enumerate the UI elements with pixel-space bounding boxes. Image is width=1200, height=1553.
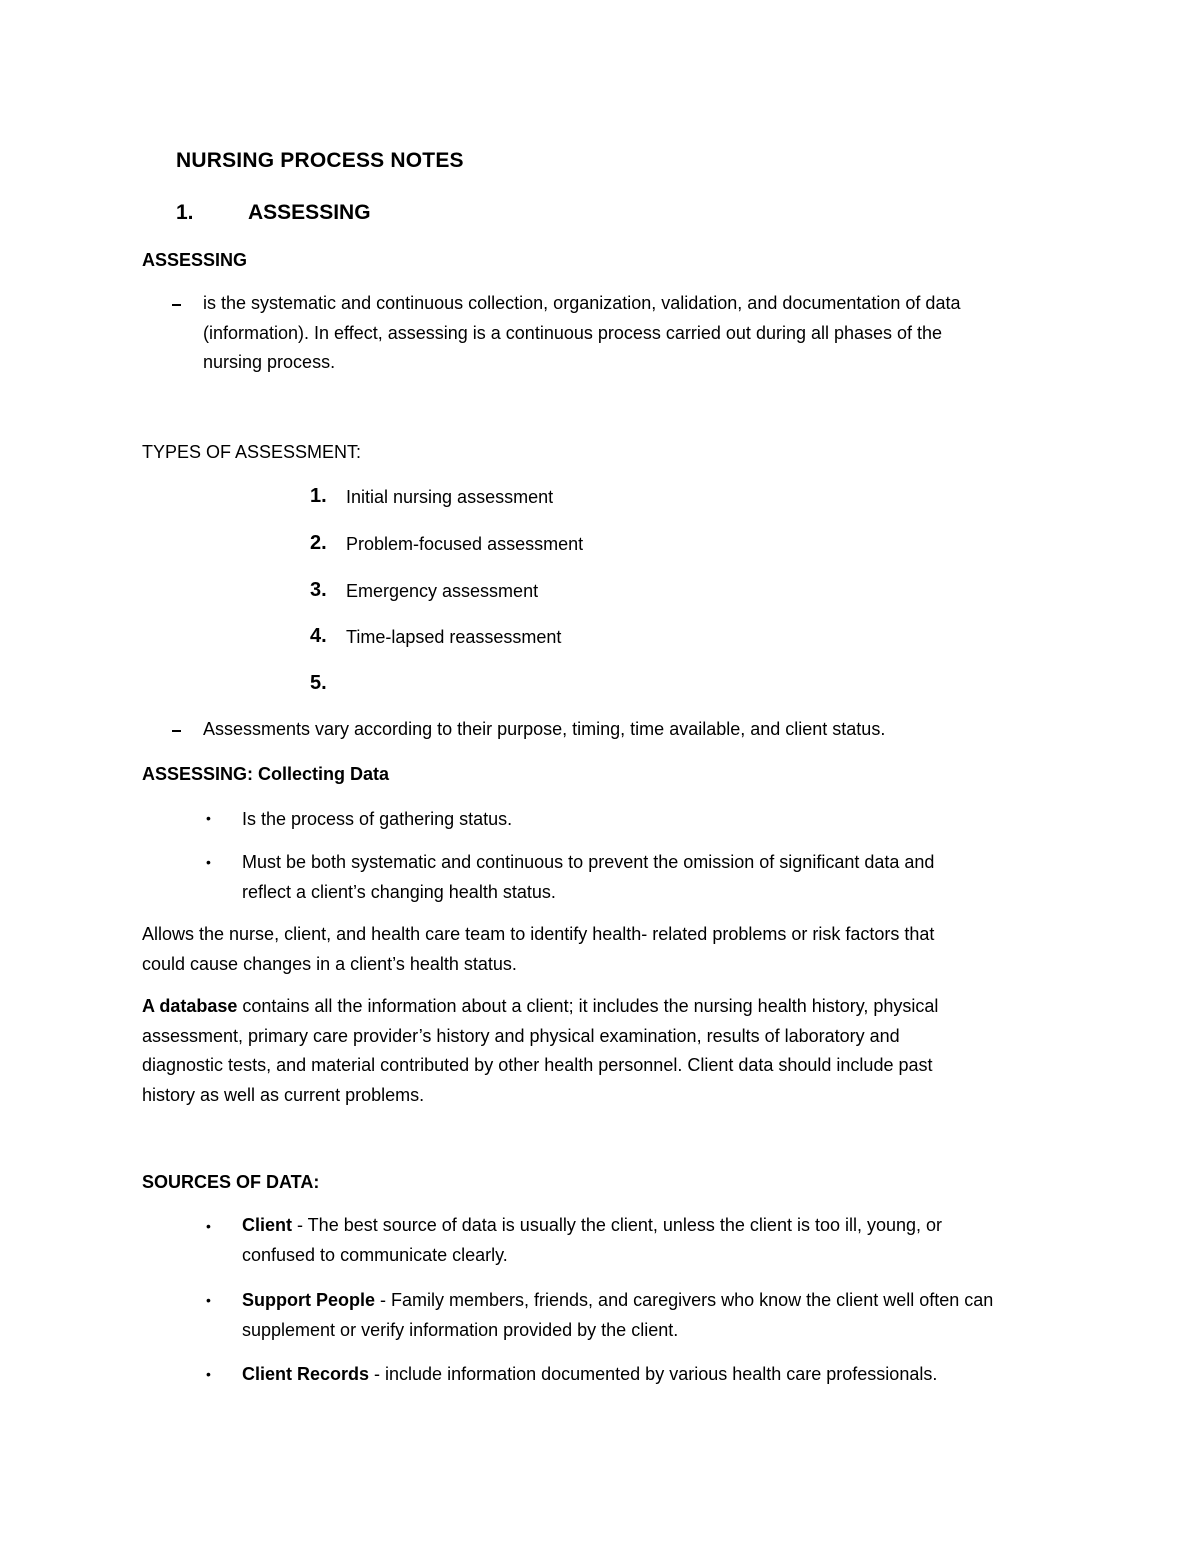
- bullet-dot: •: [206, 854, 211, 870]
- source-line: supplement or verify information provided by the client.: [242, 1319, 679, 1340]
- collecting-bullet: [242, 848, 1062, 907]
- source-term: Support People: [242, 1290, 376, 1310]
- bullet-dot: •: [206, 1218, 211, 1234]
- section-number: 1.: [176, 201, 194, 224]
- source-item: [242, 1211, 1082, 1270]
- assessing-definition: [203, 289, 1063, 378]
- collecting-bullet: Is the process of gathering status.: [242, 809, 513, 829]
- document-title: NURSING PROCESS NOTES: [176, 149, 464, 172]
- definition-line: is the systematic and continuous collection, organization, validation, and documentation of data: [203, 293, 961, 313]
- source-line: Client - The best source of data is usually the client, unless the client is too ill, young, or: [242, 1215, 943, 1235]
- source-line: Support People - Family members, friends, and caregivers who know the client well often can: [242, 1290, 994, 1310]
- paragraph-line: Allows the nurse, client, and health care team to identify health- related problems or risk factors that: [142, 924, 935, 944]
- type-number: 3.: [310, 579, 327, 601]
- paragraph-line: assessment, primary care provider’s history and physical examination, results of laboratory and: [142, 1025, 900, 1046]
- source-item: [242, 1286, 1082, 1345]
- bullet-dot: •: [206, 810, 211, 826]
- types-heading: TYPES OF ASSESSMENT:: [142, 442, 362, 462]
- paragraph-line: diagnostic tests, and material contributed by other health personnel. Client data should include past: [142, 1055, 933, 1075]
- sources-heading: SOURCES OF DATA:: [142, 1172, 320, 1192]
- assessing-heading: ASSESSING: [142, 250, 248, 270]
- collecting-heading: ASSESSING: Collecting Data: [142, 764, 390, 784]
- type-number: 4.: [310, 625, 327, 647]
- bullet-line: Must be both systematic and continuous to prevent the omission of significant data and: [242, 852, 935, 872]
- source-line: confused to communicate clearly.: [242, 1244, 508, 1265]
- type-item: Time-lapsed reassessment: [346, 627, 562, 647]
- bullet-dot: •: [206, 1366, 211, 1382]
- source-term: Client Records: [242, 1364, 370, 1384]
- source-term: Client: [242, 1215, 293, 1235]
- definition-line: (information). In effect, assessing is a continuous process carried out during all phases of the: [203, 322, 943, 343]
- type-item: Initial nursing assessment: [346, 487, 554, 507]
- type-number: 5.: [310, 672, 327, 694]
- source-line: Client Records - include information documented by various health care professionals.: [242, 1364, 938, 1384]
- section-label: ASSESSING: [248, 201, 371, 224]
- definition-line: nursing process.: [203, 352, 336, 372]
- dash-marker: [172, 730, 181, 732]
- dash-marker: [172, 304, 181, 306]
- paragraph-line: could cause changes in a client’s health status.: [142, 953, 517, 974]
- type-number: 1.: [310, 485, 327, 507]
- paragraph-line: [142, 992, 1082, 1022]
- bullet-dot: •: [206, 1292, 211, 1308]
- type-number: 2.: [310, 532, 327, 554]
- type-item: Problem-focused assessment: [346, 534, 584, 554]
- paragraph-line: history as well as current problems.: [142, 1084, 425, 1105]
- type-item: Emergency assessment: [346, 581, 539, 601]
- source-item: [242, 1360, 1082, 1390]
- paragraph-text: contains all the information about a client; it includes the nursing health history, physical: [237, 996, 939, 1016]
- collecting-paragraph: [142, 920, 1082, 979]
- bullet-line: reflect a client’s changing health status.: [242, 881, 556, 902]
- types-note: Assessments vary according to their purpose, timing, time available, and client status.: [203, 719, 886, 739]
- database-paragraph: [142, 992, 1082, 1110]
- database-term: A database: [142, 996, 238, 1016]
